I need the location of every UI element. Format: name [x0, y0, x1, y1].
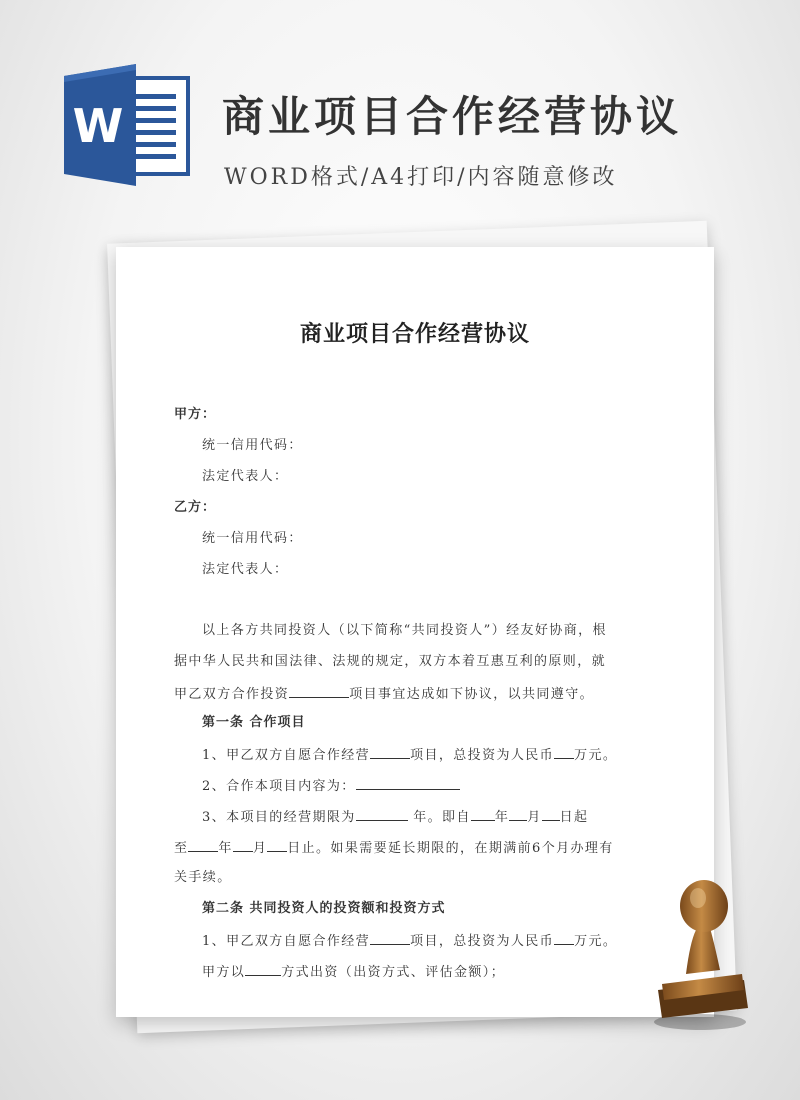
party-b-credit-code: 统一信用代码：	[202, 531, 303, 546]
intro-line-2: 据中华人民共和国法律、法规的规定，双方本着互惠互利的原则，就	[174, 654, 607, 669]
article-2-item-1: 1、甲乙双方自愿合作经营 项目，总投资为人民币 万元。	[202, 930, 682, 952]
party-b-label: 乙方：	[174, 500, 217, 515]
article-1-item-3: 3、本项目的经营期限为 年。即自 年 月 日起	[202, 806, 682, 828]
word-icon-letter: W	[72, 99, 124, 153]
wooden-stamp-icon	[648, 872, 758, 1032]
article-2-item-2: 甲方以 方式出资（出资方式、评估金额）；	[202, 961, 682, 983]
article-1-item-3-cont: 至 年 月 日止。如果需要延长期限的，在期满前6个月办理有	[174, 837, 654, 859]
article-2-title: 第二条 共同投资人的投资额和投资方式	[202, 901, 446, 916]
document-title: 商业项目合作经营协议	[299, 321, 530, 347]
party-a-credit-code: 统一信用代码：	[202, 438, 303, 453]
page-title: 商业项目合作经营协议	[222, 92, 683, 141]
party-a-representative: 法定代表人：	[202, 469, 289, 484]
article-1-item-1: 1、甲乙双方自愿合作经营 项目，总投资为人民币 万元。	[202, 744, 682, 766]
article-1-title: 第一条 合作项目	[202, 715, 306, 730]
intro-line-3: 甲乙双方合作投资 项目事宜达成如下协议，以共同遵守。	[174, 683, 654, 705]
article-1-item-2: 2、合作本项目内容为：	[202, 775, 682, 797]
intro-line-1: 以上各方共同投资人（以下简称“共同投资人”）经友好协商，根	[202, 623, 607, 638]
article-1-item-3-end: 关手续。	[174, 870, 232, 885]
party-a-label: 甲方：	[174, 407, 217, 422]
document-page	[116, 247, 714, 1017]
party-b-representative: 法定代表人：	[202, 562, 289, 577]
page-subtitle: WORD格式/A4打印/内容随意修改	[224, 165, 618, 190]
word-document-icon	[64, 64, 192, 186]
